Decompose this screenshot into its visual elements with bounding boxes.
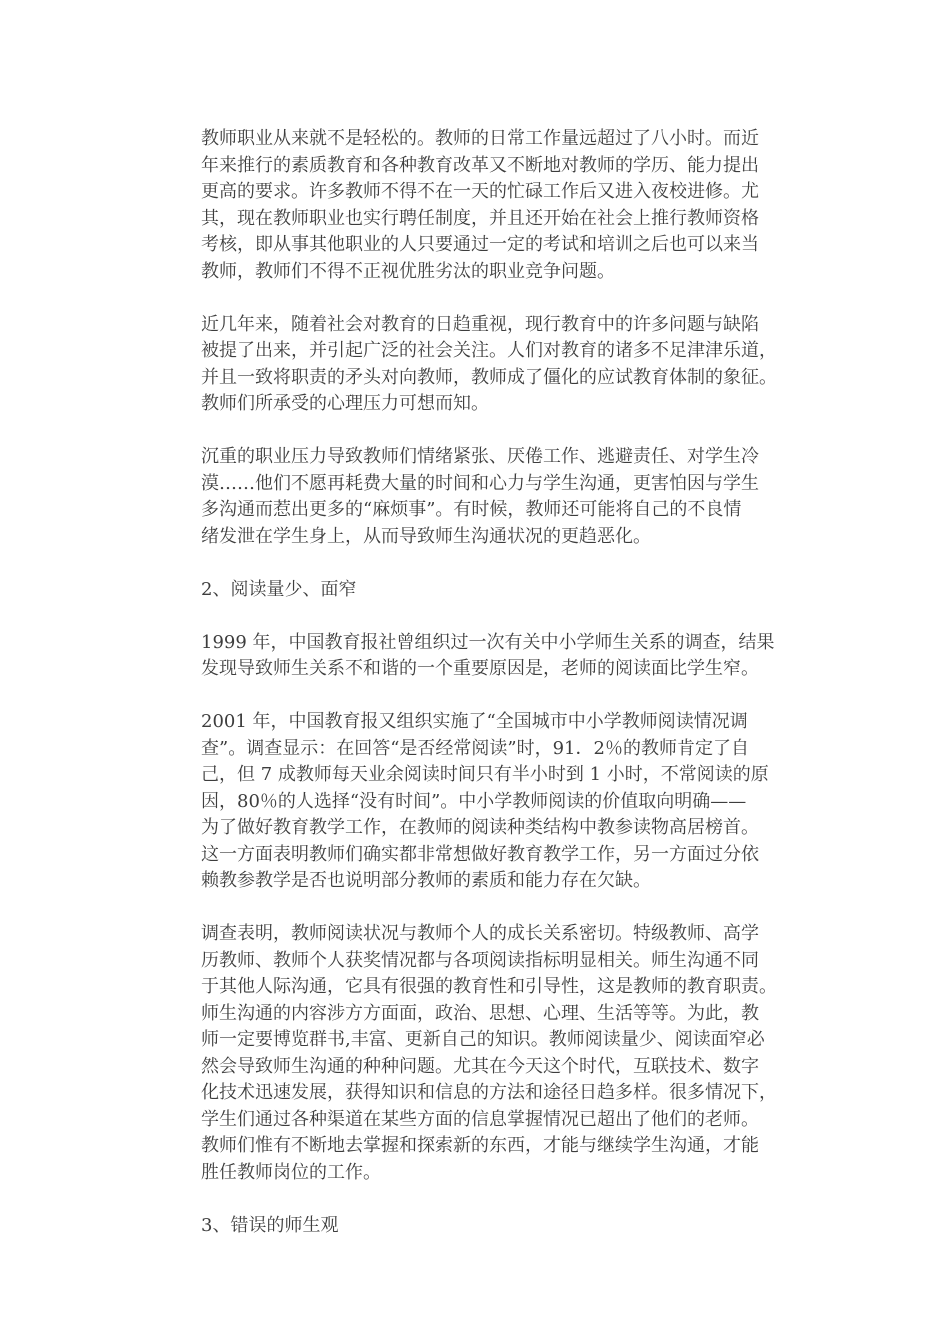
document-body xyxy=(201,126,805,1266)
paragraph-occupational-pressure: 沉重的职业压力导致教师们情绪紧张、厌倦工作、逃避责任、对学生冷 漠……他们不愿再耗费大量的时间和心力与学生沟通，更害怕因与学生 多沟通而惹出更多的“麻烦事”。有时候，教师还可能将自己的不良情 绪发泄在学生身上，从而导致师生沟通状况的更趋恶化。 xyxy=(201,446,759,547)
section-heading-reading: 2、阅读量少、面窄 xyxy=(201,578,357,600)
paragraph-teacher-workload: 教师职业从来就不是轻松的。教师的日常工作量远超过了八小时。而近 年来推行的素质教育和各种教育改革又不断地对教师的学历、能力提出 更高的要求。许多教师不得不在一天的忙碌工作后又进入夜校进修。尤 其，现在教师职业也实行聘任制度，并且还开始在社会上推行教师资格 考核，即从事其他职业的人只要通过一定的考试和培训之后也可以来当 教师，教师们不得不正视优胜劣汰的职业竞争问题。 xyxy=(201,128,759,282)
paragraph-1999-survey: 1999 年，中国教育报社曾组织过一次有关中小学师生关系的调查，结果 发现导致师生关系不和谐的一个重要原因是，老师的阅读面比学生窄。 xyxy=(201,631,775,679)
paragraph-reading-and-growth: 调查表明，教师阅读状况与教师个人的成长关系密切。特级教师、高学 历教师、教师个人获奖情况都与各项阅读指标明显相关。师生沟通不同 于其他人际沟通，它具有很强的教育性和引导性，这是教师的教育职责。 师生沟通的内容涉方方面面，政治、思想、心理、生活等等。为此，教 师一定要博览群书,丰富、更新自己的知识。教师阅读量少、阅读面窄必 然会导致师生沟通的种种问题。尤其在今天这个时代，互联技术、数字 化技术迅速发展，获得知识和信息的方法和途径日趋多样。很多情况下， 学生们通过各种渠道在某些方面的信息掌握情况已超出了他们的老师。 教师们惟有不断地去掌握和探索新的东西，才能与继续学生沟通，才能 胜任教师岗位的工作。 xyxy=(201,923,777,1183)
paragraph-social-attention: 近几年来，随着社会对教育的日趋重视，现行教育中的许多问题与缺陷 被提了出来，并引起广泛的社会关注。人们对教育的诸多不足津津乐道， 并且一致将职责的矛头对向教师，教师成了僵化的应试教育体制的象征。 教师们所承受的心理压力可想而知。 xyxy=(201,313,777,414)
section-heading-wrong-view: 3、错误的师生观 xyxy=(201,1214,339,1236)
paragraph-2001-survey: 2001 年，中国教育报又组织实施了“全国城市中小学教师阅读情况调 查”。调查显示：在回答“是否经常阅读”时，91．2％的教师肯定了自 己，但 7 成教师每天业余阅读时间只有半小时到 1 小时，不常阅读的原 因，80％的人选择“没有时间”。中小学教师阅读的价值取向明确—— 为了做好教育教学工作，在教师的阅读种类结构中教参读物高居榜首。 这一方面表明教师们确实都非常想做好教育教学工作，另一方面过分依 赖教参教学是否也说明部分教师的素质和能力存在欠缺。 xyxy=(201,711,769,891)
